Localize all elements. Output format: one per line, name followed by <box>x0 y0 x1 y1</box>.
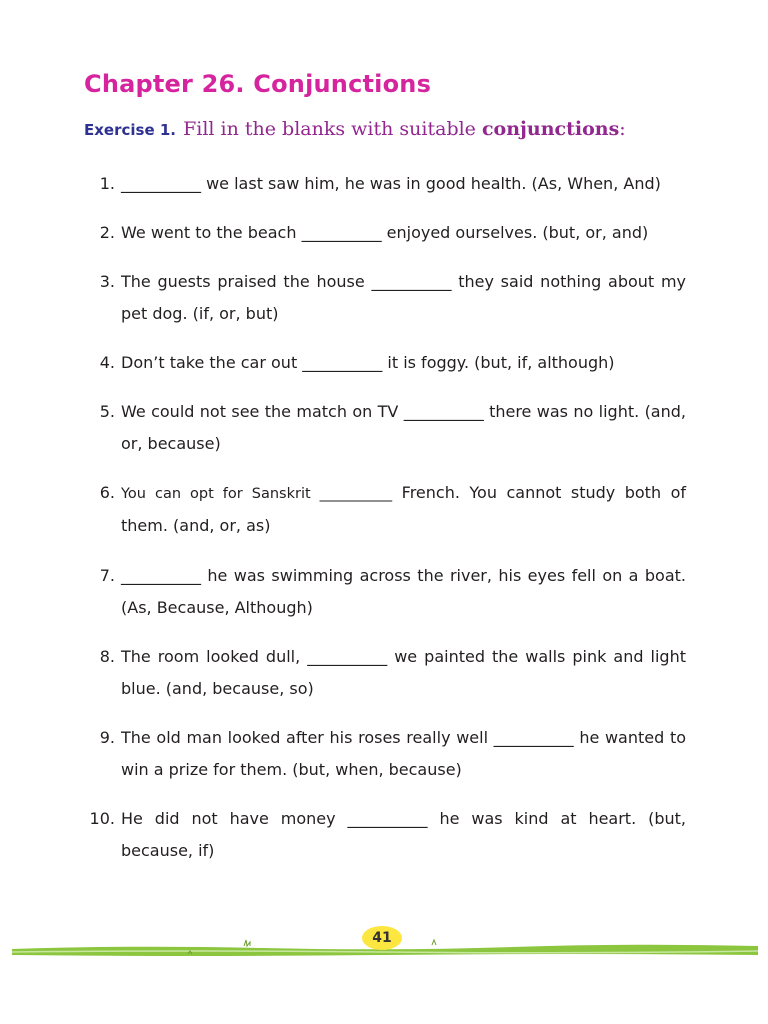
question-text: He did not have money __________ he was kind at heart. (but, because, if) <box>121 809 686 860</box>
question-text <box>121 477 686 543</box>
question-3 <box>84 266 686 330</box>
question-text: __________ he was swimming across the river, his eyes fell on a boat. (As, Because, Although) <box>121 566 686 617</box>
exercise-label: Exercise 1. <box>84 121 176 139</box>
question-number: 9. <box>99 728 115 747</box>
question-number: 7. <box>99 566 115 585</box>
question-5 <box>84 396 686 460</box>
question-9 <box>84 722 686 786</box>
question-4 <box>84 347 686 379</box>
question-10 <box>84 803 686 867</box>
question-number: 6. <box>99 483 115 502</box>
question-number: 8. <box>99 647 115 666</box>
question-6 <box>84 477 686 543</box>
question-text-end: French. You cannot study both of them. (and, or, as) <box>121 483 687 535</box>
exercise-heading <box>84 118 724 140</box>
question-number: 5. <box>99 402 115 421</box>
question-number: 4. <box>99 353 115 372</box>
question-1 <box>84 168 686 200</box>
question-text-start: You can opt for Sanskrit __________ <box>121 486 393 502</box>
question-text: We went to the beach __________ enjoyed ourselves. (but, or, and) <box>121 223 649 242</box>
question-text: Don’t take the car out __________ it is foggy. (but, if, although) <box>121 353 615 372</box>
page-number: 41 <box>362 926 402 950</box>
instruction-suffix: : <box>619 118 626 140</box>
question-text: The room looked dull, __________ we painted the walls pink and light blue. (and, because, so) <box>121 647 686 698</box>
chapter-title: Chapter 26. Conjunctions <box>84 70 432 98</box>
question-text: We could not see the match on TV __________ there was no light. (and, or, because) <box>121 402 686 453</box>
question-number: 3. <box>99 272 115 291</box>
question-8 <box>84 641 686 705</box>
question-text: __________ we last saw him, he was in good health. (As, When, And) <box>121 174 661 193</box>
question-text: The old man looked after his roses really well __________ he wanted to win a prize for them. (but, when, because) <box>121 728 686 779</box>
instruction-prefix: Fill in the blanks with suitable <box>183 118 476 140</box>
question-text: The guests praised the house __________ they said nothing about my pet dog. (if, or, but) <box>121 272 686 323</box>
question-number: 10. <box>89 809 115 828</box>
question-number: 1. <box>99 174 115 193</box>
question-number: 2. <box>99 223 115 242</box>
question-7 <box>84 560 686 624</box>
instruction-keyword: conjunctions <box>481 118 620 140</box>
question-list <box>84 168 686 884</box>
exercise-instruction <box>183 118 626 140</box>
question-2 <box>84 217 686 249</box>
